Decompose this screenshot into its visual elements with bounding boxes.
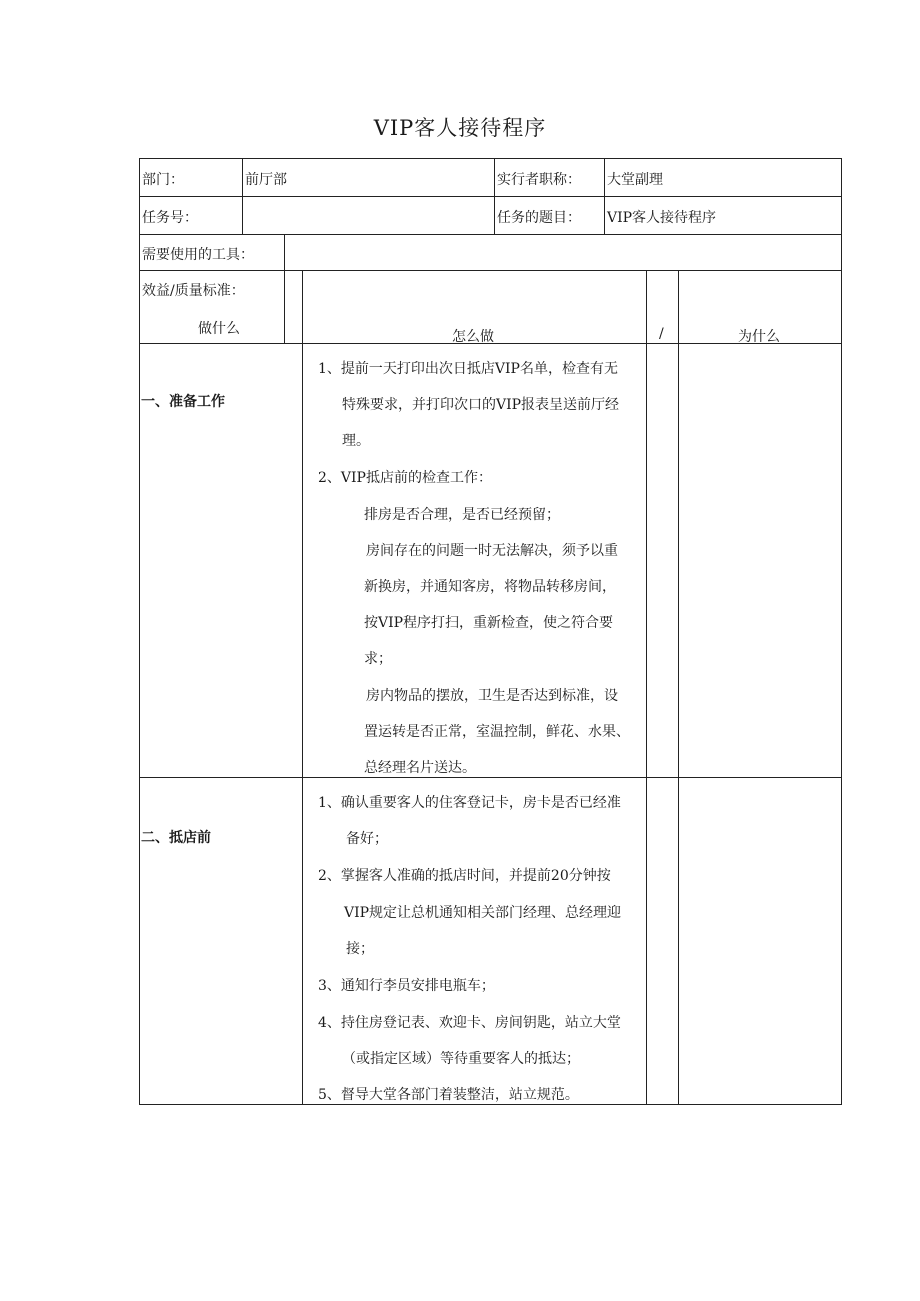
col-divider [284, 234, 285, 343]
step-line: 求； [364, 651, 392, 667]
section-name: 一、准备工作 [141, 394, 225, 410]
dept-label: 部门： [142, 172, 184, 188]
step-line: 3、通知行李员安排电瓶车； [318, 978, 495, 994]
col-divider [678, 270, 679, 1105]
task-title-value: VIP客人接待程序 [607, 210, 717, 226]
step-line: 1、确认重要客人的住客登记卡，房卡是否已经准 [318, 795, 621, 811]
row-divider [139, 234, 842, 235]
col-divider [646, 270, 647, 1105]
col-divider [242, 158, 243, 234]
step-line: 按VIP程序打扫，重新检查，使之符合要 [364, 615, 614, 631]
step-line: （或指定区域）等待重要客人的抵达； [342, 1051, 580, 1067]
step-line: 房内物品的摆放，卫生是否达到标准，设 [366, 688, 618, 704]
row-divider [139, 196, 842, 197]
step-line: 房间存在的问题一时无法解决，须予以重 [366, 543, 618, 559]
step-line: 5、督导大堂各部门着装整洁，站立规范。 [318, 1087, 579, 1103]
task-title-label: 任务的题目： [497, 210, 581, 226]
step-line: 新换房，并通知客房，将物品转移房间， [364, 579, 616, 595]
column-header-what: 做什么 [198, 321, 240, 337]
role-label: 实行者职称： [497, 172, 581, 188]
step-line: 2、掌握客人准确的抵店时间，并提前20分钟按 [318, 868, 611, 884]
step-line: 接； [346, 941, 374, 957]
table-border-left [139, 158, 140, 1105]
page-title: VIP客人接待程序 [373, 116, 547, 140]
step-line: 4、持住房登记表、欢迎卡、房间钥匙，站立大堂 [318, 1015, 621, 1031]
col-divider [604, 158, 605, 234]
row-divider [139, 777, 842, 778]
table-border-top [139, 158, 842, 159]
column-header-how: 怎么做 [452, 329, 494, 345]
dept-value: 前厅部 [245, 172, 287, 188]
step-line: 总经理名片送达。 [364, 760, 476, 776]
task-no-label: 任务号： [142, 210, 198, 226]
tools-label: 需要使用的工具： [142, 247, 254, 263]
row-divider [139, 270, 842, 271]
step-line: 理。 [342, 433, 370, 449]
role-value: 大堂副理 [607, 172, 663, 188]
step-line: VIP规定让总机通知相关部门经理、总经理迎 [344, 905, 622, 921]
step-line: 特殊要求，并打印次口的VIP报表呈送前厅经 [342, 397, 620, 413]
section-name: 二、抵店前 [141, 830, 211, 846]
step-line: 备好； [346, 831, 388, 847]
step-line: 1、提前一天打印出次日抵店VIP名单，检查有无 [318, 361, 618, 377]
step-line: 排房是否合理，是否已经预留； [364, 507, 560, 523]
table-border-right [841, 158, 842, 1105]
step-line: 2、VIP抵店前的检查工作： [318, 470, 492, 486]
col-divider [302, 270, 303, 1105]
col-divider [494, 158, 495, 234]
column-header-slash: / [659, 326, 664, 342]
quality-label: 效益/质量标准： [142, 283, 245, 299]
step-line: 置运转是否正常，室温控制，鲜花、水果、 [364, 724, 630, 740]
column-header-why: 为什么 [738, 329, 780, 345]
